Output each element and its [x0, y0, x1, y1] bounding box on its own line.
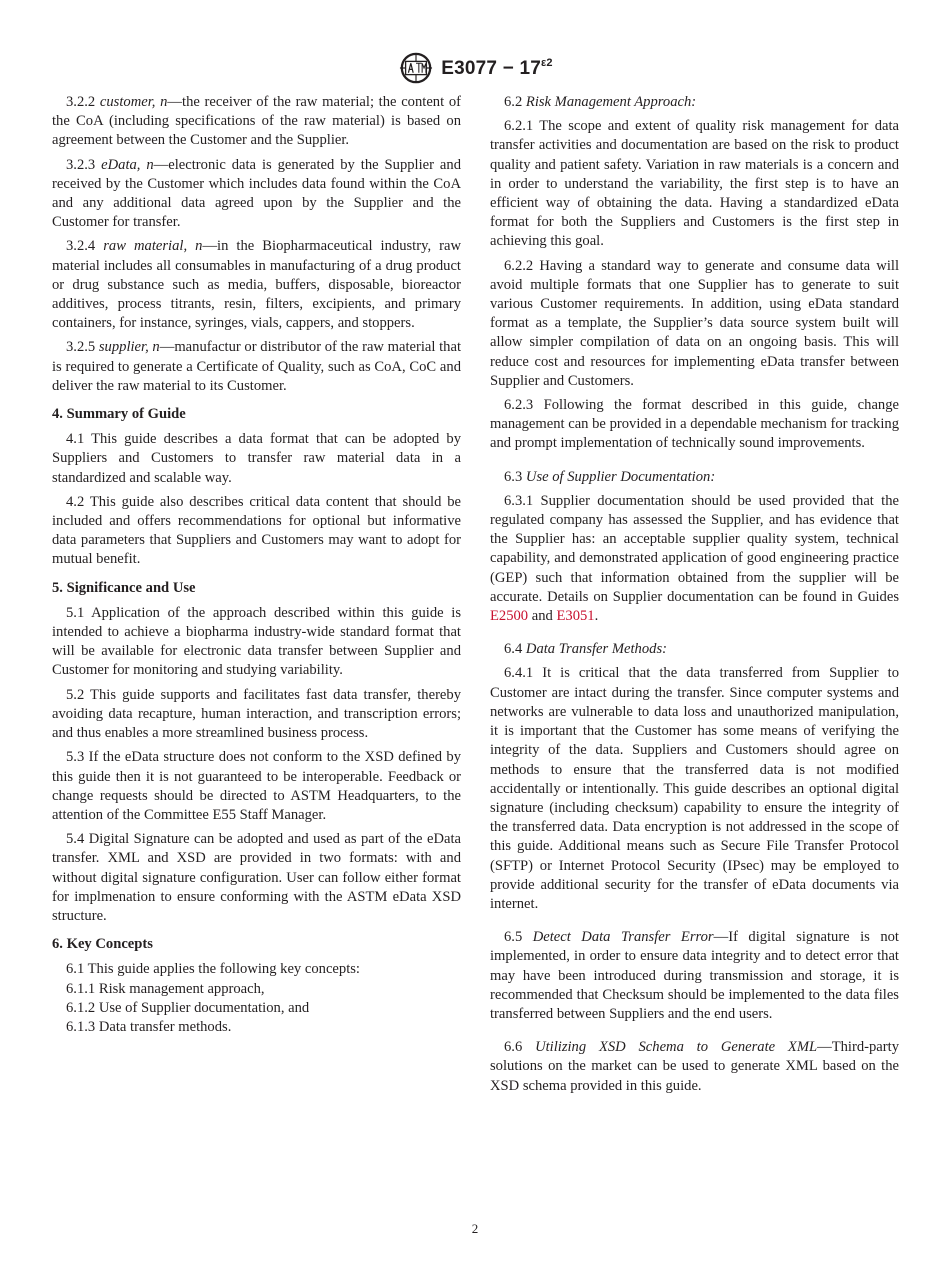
term-raw-material: raw material, n	[103, 238, 203, 255]
section-heading-5: 5. Significance and Use	[52, 579, 196, 596]
paragraph-3-2-3: 3.2.3 eData, n—electronic data is generated by the Supplier and received by the Customer which includes data found within the CoA and any additional data agreed upon by the Supplier and the Customer for transfer.	[52, 156, 461, 231]
paragraph-6-1-1: 6.1.1 Risk management approach,	[66, 980, 265, 997]
section-heading-6: 6. Key Concepts	[52, 936, 153, 953]
paragraph-6-1-3: 6.1.3 Data transfer methods.	[66, 1018, 232, 1035]
page-header	[0, 50, 950, 86]
paragraph-6-3-1: 6.3.1 Supplier documentation should be used provided that the regulated company has assessed the Supplier, and has evidence that the Supplier has: an acceptable supplier quality system, technical capability, and demonstrated application of good engineering practice (GEP) such that information obtained from the supplier will be accurate. Details on Supplier documentation can be found in Guides E2500 and E3051.	[490, 492, 899, 625]
paragraph-6-3: 6.3 Use of Supplier Documentation:	[504, 468, 716, 485]
paragraph-5-2: 5.2 This guide supports and facilitates fast data transfer, thereby avoiding data recapture, human interaction, and transcription errors; and thus enables a more streamlined business process.	[52, 686, 461, 742]
right-column	[490, 93, 899, 1101]
term-customer: customer, n	[99, 94, 168, 110]
subsection-title-risk-management: Risk Management Approach:	[525, 94, 697, 110]
section-heading-4: 4. Summary of Guide	[52, 406, 186, 423]
paragraph-3-2-2: 3.2.2 customer, n—the receiver of the raw material; the content of the CoA (including specifications of the raw material) is based on agreement between the Customer and the Supplier.	[52, 94, 462, 149]
subsection-title-data-transfer: Data Transfer Methods:	[525, 641, 667, 658]
paragraph-6-2-2: 6.2.2 Having a standard way to generate and consume data will avoid multiple formats that one Supplier has to generate to suit various Customer requirements. In addition, using eData standard format as a template, the Supplier’s data source system built will allow simpler compilation of data on an ongoing basis. This will reduce cost and resources for implementing eData transfer between Supplier and Customers.	[490, 257, 899, 389]
paragraph-6-4-1: 6.4.1 It is critical that the data transferred from Supplier to Customer are intact during the transfer. Since computer systems and networks are vulnerable to data loss and unauthorized manipulation, it is important that the Customer has some means of verifying the integrity of the data. Suppliers and Customers should agree on methods to ensure that the transferred data is not modified accidentally or intentionally. This guide describes an optional digital signature (including checksum) capability to ensure the integrity of the transferred data. Data encryption is not addressed in the scope of this guide. Additional means such as Secure File Transfer Protocol (SFTP) or Internet Protocol Security (IPsec) may be employed to provide additional security for the transfer of eData documents via internet.	[490, 665, 899, 912]
paragraph-6-2-3: 6.2.3 Following the format described in this guide, change management can be provided in a dependable mechanism for tracking and prompt implementation of technically sound improvements.	[490, 397, 899, 452]
paragraph-6-4: 6.4 Data Transfer Methods:	[504, 641, 667, 658]
left-column	[52, 93, 461, 1042]
subsection-title-supplier-documentation: Use of Supplier Documentation:	[525, 468, 716, 485]
standard-designation: $E3077 - 17^{\varepsilon 2}$	[441, 56, 553, 79]
paragraph-6-1: 6.1 This guide applies the following key concepts:	[66, 961, 360, 978]
term-edata: eData, n	[101, 156, 154, 173]
astm-logo-icon	[397, 51, 435, 85]
paragraph-3-2-5: 3.2.5 supplier, n—manufactur or distributor of the raw material that is required to generate a Certificate of Quality, such as CoA, CoC and deliver the raw material to its Customer.	[52, 339, 461, 394]
guide-link-e3051[interactable]: E3051	[556, 608, 595, 625]
paragraph-3-2-4: 3.2.4 raw material, n—in the Biopharmaceutical industry, raw material includes all consumables in manufacturing of a drug product or drug substance such as media, buffers, disposable, bioreactor additives, process titrants, resin, filters, excipients, and primary containers, for instance, syringes, vials, cappers, and stoppers.	[52, 238, 462, 332]
paragraph-6-2: 6.2 Risk Management Approach:	[504, 94, 697, 110]
guide-link-e2500[interactable]: E2500	[490, 608, 529, 625]
paragraph-5-1: 5.1 Application of the approach described within this guide is intended to achieve a biopharma industry-wide standard format that will be available for electronic data transfer between Supplier and Customer for monitoring and studying variability.	[52, 604, 461, 679]
page-number: 2	[471, 1221, 479, 1236]
paragraph-5-4: 5.4 Digital Signature can be adopted and used as part of the eData transfer. XML and XSD are provided in two formats: with and without digital signature configuration. User can follow either format for implmenation to ensure conforming with the ASTM eData XSD structure.	[52, 831, 461, 924]
paragraph-6-2-1: 6.2.1 The scope and extent of quality risk management for data transfer activities and documentation are based on the risk to product quality and patient safety. Variation in raw materials is a concern and in order to understand the variability, the first step is to have an efficient way of obtaining the data. Having a standardized eData format for both the Suppliers and Customers is the first step in achieving this goal.	[490, 118, 899, 250]
subsection-title-xsd-schema: Utilizing XSD Schema to Generate XML	[535, 1039, 818, 1056]
paragraph-5-3: 5.3 If the eData structure does not conform to the XSD defined by this guide then it is not guaranteed to be interoperable. Feedback or change requests should be directed to ASTM Headquarters, to the attention of the Committee E55 Staff Manager.	[52, 749, 461, 823]
subsection-title-detect-error: Detect Data Transfer Error	[532, 929, 714, 946]
paragraph-4-1: 4.1 This guide describes a data format that can be adopted by Suppliers and Customers to transfer raw material data in a standardized and scalable way.	[52, 431, 461, 486]
paragraph-6-1-2: 6.1.2 Use of Supplier documentation, and	[66, 999, 310, 1016]
edition-superscript: ε2	[540, 56, 553, 69]
paragraph-4-2: 4.2 This guide also describes critical data content that should be included and offers recommendations for optional but informative data parameters that Suppliers and Customers may want to adopt for mutual benefit.	[52, 493, 461, 568]
paragraph-6-5: 6.5 Detect Data Transfer Error—If digital signature is not implemented, in order to ensure data integrity and to detect error that may have been introduced during transmission and storage, it is recommended that Checksum should be implemented to the data files transferred between Suppliers and the end users.	[490, 929, 899, 1022]
paragraph-6-6: 6.6 Utilizing XSD Schema to Generate XML—Third-party solutions on the market can be used to generate XML based on the XSD schema provided in this guide.	[490, 1039, 899, 1094]
term-supplier: supplier, n	[98, 339, 160, 356]
